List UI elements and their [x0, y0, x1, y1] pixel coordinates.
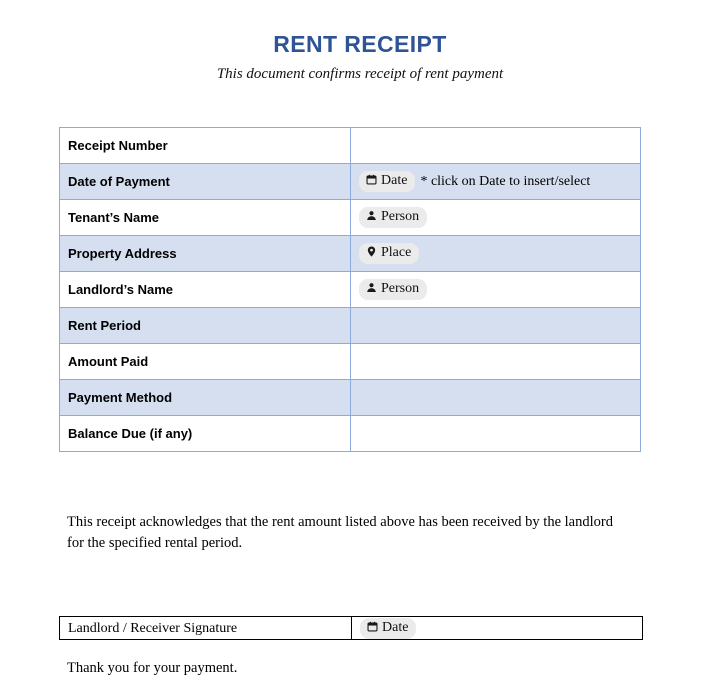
content-control-chip[interactable] [359, 171, 415, 192]
field-label-cell [60, 200, 351, 236]
table-row [60, 128, 641, 164]
document-subtitle: This document confirms receipt of rent payment [216, 66, 504, 82]
field-hint-text: * click on Date to insert/select [420, 173, 591, 189]
field-value-cell[interactable] [351, 236, 641, 272]
place-pin-icon [366, 246, 377, 257]
calendar-icon [367, 621, 378, 632]
field-label-cell [60, 164, 351, 200]
signature-date-chip[interactable] [360, 618, 416, 639]
field-label-cell [60, 344, 351, 380]
field-value-cell[interactable] [351, 272, 641, 308]
signature-table [59, 616, 643, 640]
field-value [359, 246, 419, 261]
calendar-icon [366, 174, 377, 185]
field-label: Payment Method [68, 389, 173, 405]
signature-label: Landlord / Receiver Signature [68, 620, 238, 636]
table-row [60, 164, 641, 200]
signature-row [60, 617, 643, 640]
page-title: RENT RECEIPT [273, 31, 447, 57]
table-row [60, 416, 641, 452]
field-value-cell[interactable] [351, 128, 641, 164]
field-label: Balance Due (if any) [68, 425, 193, 441]
table-row [60, 236, 641, 272]
field-label-cell [60, 236, 351, 272]
table-row [60, 344, 641, 380]
field-label: Tenant’s Name [68, 209, 160, 225]
field-value-cell[interactable] [351, 416, 641, 452]
table-row [60, 308, 641, 344]
content-control-chip-label: Person [381, 209, 420, 224]
field-label: Landlord’s Name [68, 281, 173, 297]
receipt-fields-table [59, 127, 641, 452]
field-value [359, 210, 427, 225]
field-label-cell [60, 416, 351, 452]
field-label-cell [60, 380, 351, 416]
field-value-cell[interactable] [351, 308, 641, 344]
signature-date-cell[interactable] [352, 617, 643, 640]
field-label: Receipt Number [68, 137, 168, 153]
field-value [359, 174, 590, 189]
person-icon [366, 282, 377, 293]
field-value-cell[interactable] [351, 380, 641, 416]
table-row [60, 272, 641, 308]
field-label: Amount Paid [68, 353, 149, 369]
field-label-cell [60, 308, 351, 344]
field-label: Rent Period [68, 317, 141, 333]
receipt-fields-body [60, 128, 641, 452]
acknowledgement-paragraph: This receipt acknowledges that the rent amount listed above has been received by the landlord for the specified rental period. [67, 514, 613, 551]
field-label: Property Address [68, 245, 177, 261]
table-row [60, 380, 641, 416]
content-control-chip-label: Date [381, 173, 408, 188]
field-value [359, 282, 427, 297]
content-control-chip[interactable] [359, 279, 427, 300]
content-control-chip-label: Place [381, 245, 412, 260]
person-icon [366, 210, 377, 221]
content-control-chip[interactable] [359, 207, 427, 228]
field-value-cell[interactable] [351, 200, 641, 236]
signature-date-chip-label: Date [382, 619, 409, 635]
field-label: Date of Payment [68, 173, 170, 189]
content-control-chip[interactable] [359, 243, 419, 264]
field-value-cell[interactable] [351, 344, 641, 380]
table-row [60, 200, 641, 236]
content-control-chip-label: Person [381, 281, 420, 296]
field-label-cell [60, 272, 351, 308]
field-value-cell[interactable] [351, 164, 641, 200]
signature-label-cell [60, 617, 352, 640]
field-label-cell [60, 128, 351, 164]
closing-line: Thank you for your payment. [67, 660, 238, 676]
